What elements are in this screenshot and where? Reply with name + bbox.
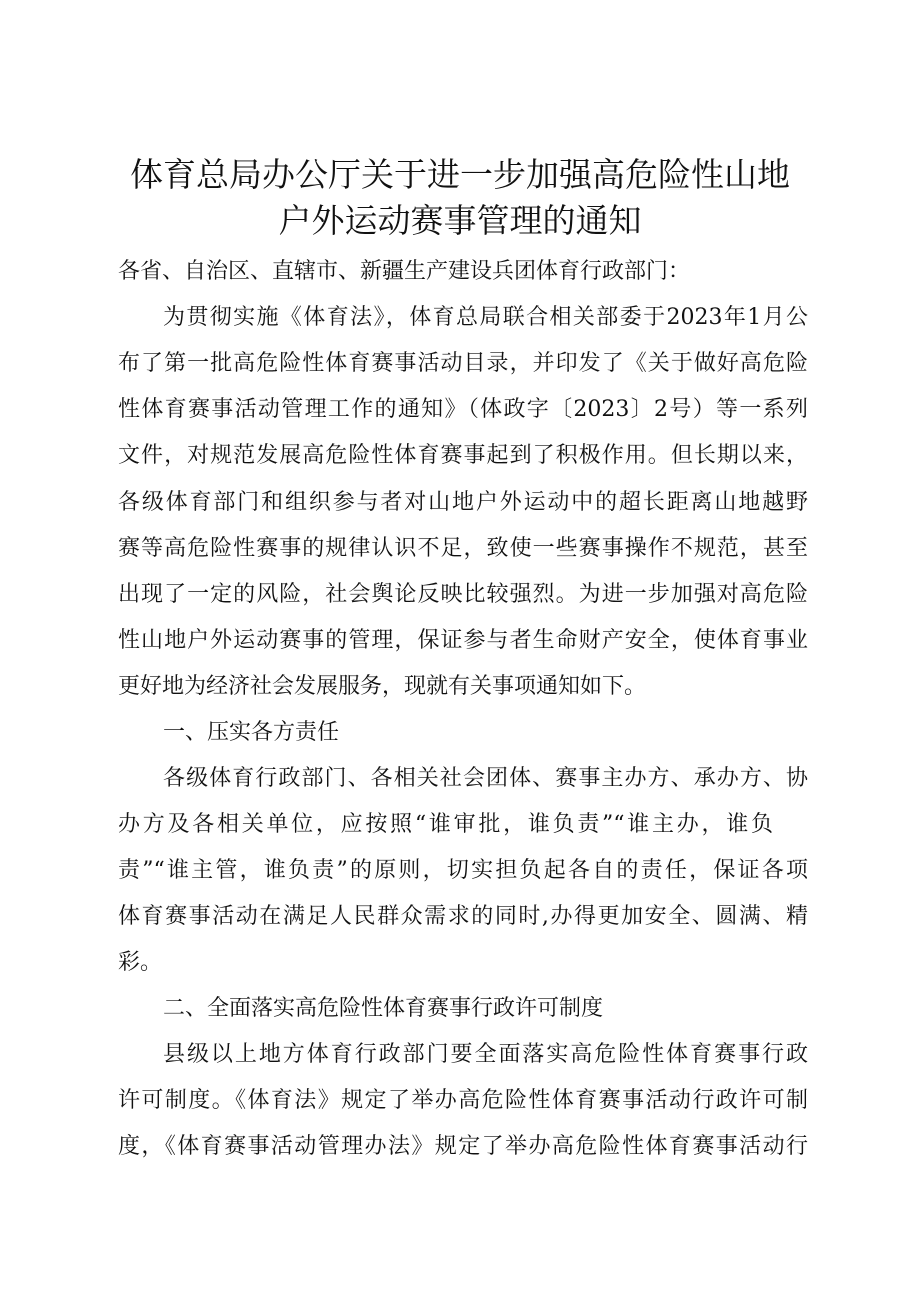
intro-line-2: 布了第一批高危险性体育赛事活动目录，并印发了《关于做好高危险: [118, 351, 808, 376]
section-1-line-5: 彩。: [118, 950, 163, 975]
intro-line-6: 赛等高危险性赛事的规律认识不足，致使一些赛事操作不规范，甚至: [118, 536, 808, 561]
intro-line-5: 各级体育部门和组织参与者对山地户外运动中的超长距离山地越野: [118, 490, 808, 515]
salutation: 各省、自治区、直辖市、新疆生产建设兵团体育行政部门：: [118, 259, 691, 284]
section-1-line-4: 体育赛事活动在满足人民群众需求的同时,办得更加安全、圆满、精: [118, 904, 808, 929]
intro-line-7: 出现了一定的风险，社会舆论反映比较强烈。为进一步加强对高危险: [118, 582, 808, 607]
intro-line-1: 为贯彻实施《体育法》，体育总局联合相关部委于2023年1月公: [163, 305, 808, 330]
section-2-heading: 二、全面落实高危险性体育赛事行政许可制度: [163, 996, 604, 1021]
section-1-line-2: 办方及各相关单位，应按照“谁审批，谁负责”“谁主办，谁负: [118, 812, 773, 837]
document-title-line-1: 体育总局办公厅关于进一步加强高危险性山地: [130, 155, 790, 194]
intro-line-8: 性山地户外运动赛事的管理，保证参与者生命财产安全，使体育事业: [118, 628, 808, 653]
section-2-line-3: 度，《体育赛事活动管理办法》规定了举办高危险性体育赛事活动行: [118, 1134, 808, 1159]
document-title-line-2: 户外运动赛事管理的通知: [278, 201, 642, 240]
section-2-line-1: 县级以上地方体育行政部门要全面落实高危险性体育赛事行政: [163, 1042, 808, 1067]
intro-line-3: 性体育赛事活动管理工作的通知》（体政字〔2023〕2号）等一系列: [118, 397, 808, 422]
section-2-line-2: 许可制度。《体育法》规定了举办高危险性体育赛事活动行政许可制: [118, 1088, 808, 1113]
intro-line-9: 更好地为经济社会发展服务，现就有关事项通知如下。: [118, 674, 647, 699]
section-1-line-3: 责”“谁主管，谁负责”的原则，切实担负起各自的责任，保证各项: [118, 858, 808, 883]
section-1-heading: 一、压实各方责任: [163, 720, 340, 745]
intro-line-4: 文件，对规范发展高危险性体育赛事起到了积极作用。但长期以来，: [118, 443, 808, 468]
section-1-line-1: 各级体育行政部门、各相关社会团体、赛事主办方、承办方、协: [163, 766, 808, 791]
